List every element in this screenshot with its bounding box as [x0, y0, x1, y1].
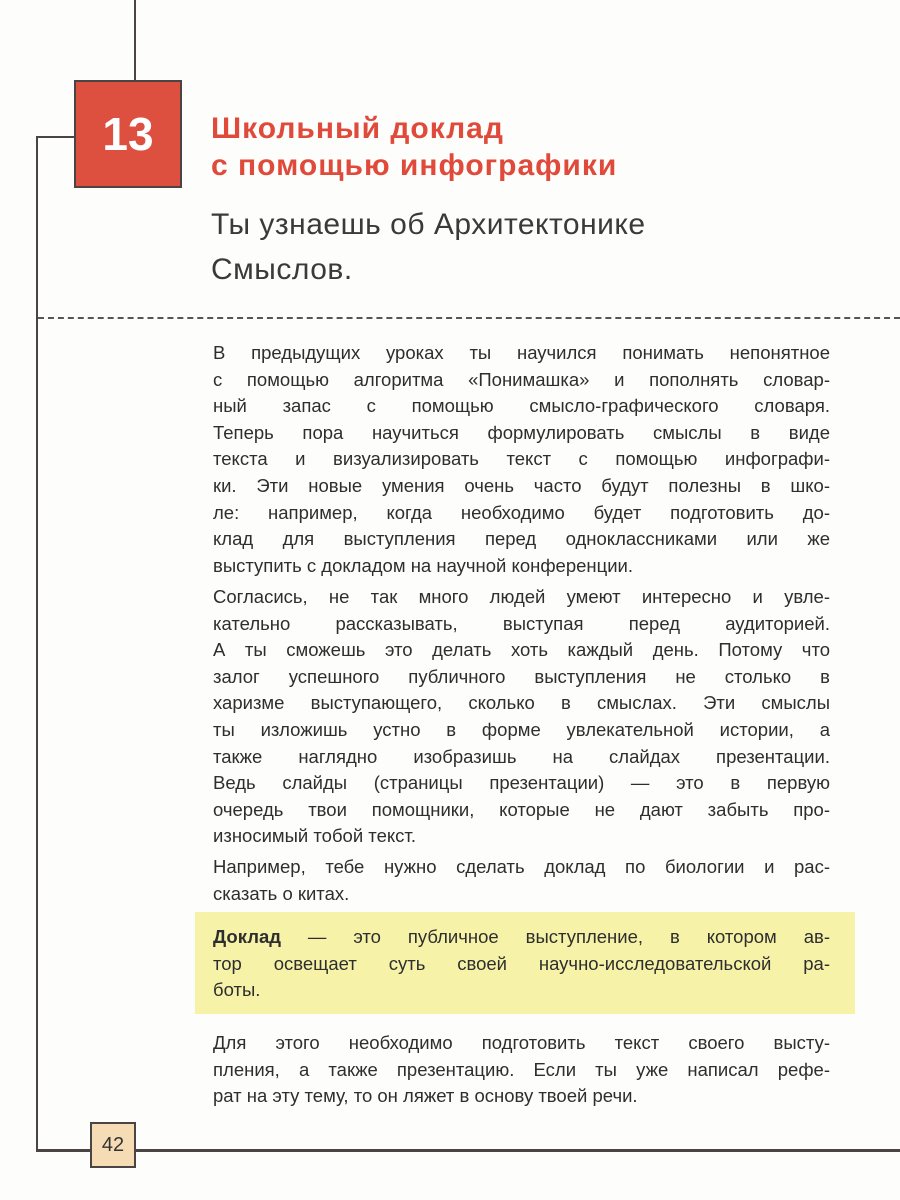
text-line: харизме выступающего, сколько в смыслах. Эти смыслы [213, 692, 830, 714]
subtitle-line: Смыслов. [211, 253, 353, 286]
text-line: А ты сможешь это делать хоть каждый день. Потому что [213, 639, 830, 661]
text-line: ный запас с помощью смысло-графического словаря. [213, 395, 830, 417]
text-line: выступить с докладом на научной конференции. [213, 554, 634, 576]
frame-line-connector [36, 136, 74, 138]
text-line: также наглядно изобразишь на слайдах презентации. [213, 745, 830, 767]
definition-term: Доклад [213, 926, 281, 947]
frame-line-left [36, 136, 38, 1151]
text-line: ки. Эти новые умения очень часто будут полезны в шко- [213, 474, 830, 496]
text-line: Ведь слайды (страницы презентации) — это в первую [213, 772, 830, 794]
frame-line-bottom [36, 1149, 900, 1152]
text-line: ле: например, когда необходимо будет подготовить до- [213, 501, 830, 523]
subtitle-line: Ты узнаешь об Архитектонике [211, 208, 646, 241]
text-line: ты изложишь устно в форме увлекательной истории, а [213, 718, 830, 740]
text-line: Например, тебе нужно сделать доклад по биологии и рас- [213, 856, 830, 877]
title-line: Школьный доклад [211, 112, 504, 145]
title-line: с помощью инфографики [211, 149, 618, 182]
paragraph-3 [213, 854, 830, 907]
definition-text [213, 924, 830, 1004]
dashed-divider [38, 317, 900, 319]
text-line: Для этого необходимо подготовить текст своего высту- [213, 1032, 830, 1053]
lesson-subtitle [211, 202, 646, 292]
definition-line: тор освещает суть своей научно-исследовательской ра- [213, 952, 830, 974]
definition-line: — это публичное выступление, в котором ав- [280, 926, 830, 947]
text-line: пления, а также презентацию. Если ты уже написал рефе- [213, 1058, 830, 1080]
text-line: рат на эту тему, то он ляжет в основу твоей речи. [213, 1085, 638, 1107]
text-line: кательно рассказывать, выступая перед аудиторией. [213, 612, 830, 634]
final-paragraph [213, 1030, 830, 1110]
lesson-title [211, 110, 617, 184]
definition-line: боты. [213, 979, 261, 1001]
text-line: текста и визуализировать текст с помощью инфографи- [213, 448, 830, 470]
lesson-number: 13 [74, 80, 182, 188]
text-line: сказать о китах. [213, 882, 350, 904]
text-line: залог успешного публичного выступления не столько в [213, 665, 830, 687]
text-line: износимый тобой текст. [213, 825, 416, 847]
page-number: 42 [90, 1122, 136, 1168]
text-line: Согласись, не так много людей умеют интересно и увле- [213, 586, 830, 607]
text-line: клад для выступления перед одноклассниками или же [213, 528, 830, 550]
text-line: Теперь пора научиться формулировать смыслы в виде [213, 421, 830, 443]
frame-line-top [134, 0, 136, 80]
paragraph-2 [213, 584, 830, 850]
text-line: очередь твои помощники, которые не дают забыть про- [213, 798, 830, 820]
paragraph-1 [213, 340, 830, 579]
text-line: В предыдущих уроках ты научился понимать непонятное [213, 342, 830, 363]
text-line: с помощью алгоритма «Понимашка» и пополнять словар- [213, 368, 830, 390]
